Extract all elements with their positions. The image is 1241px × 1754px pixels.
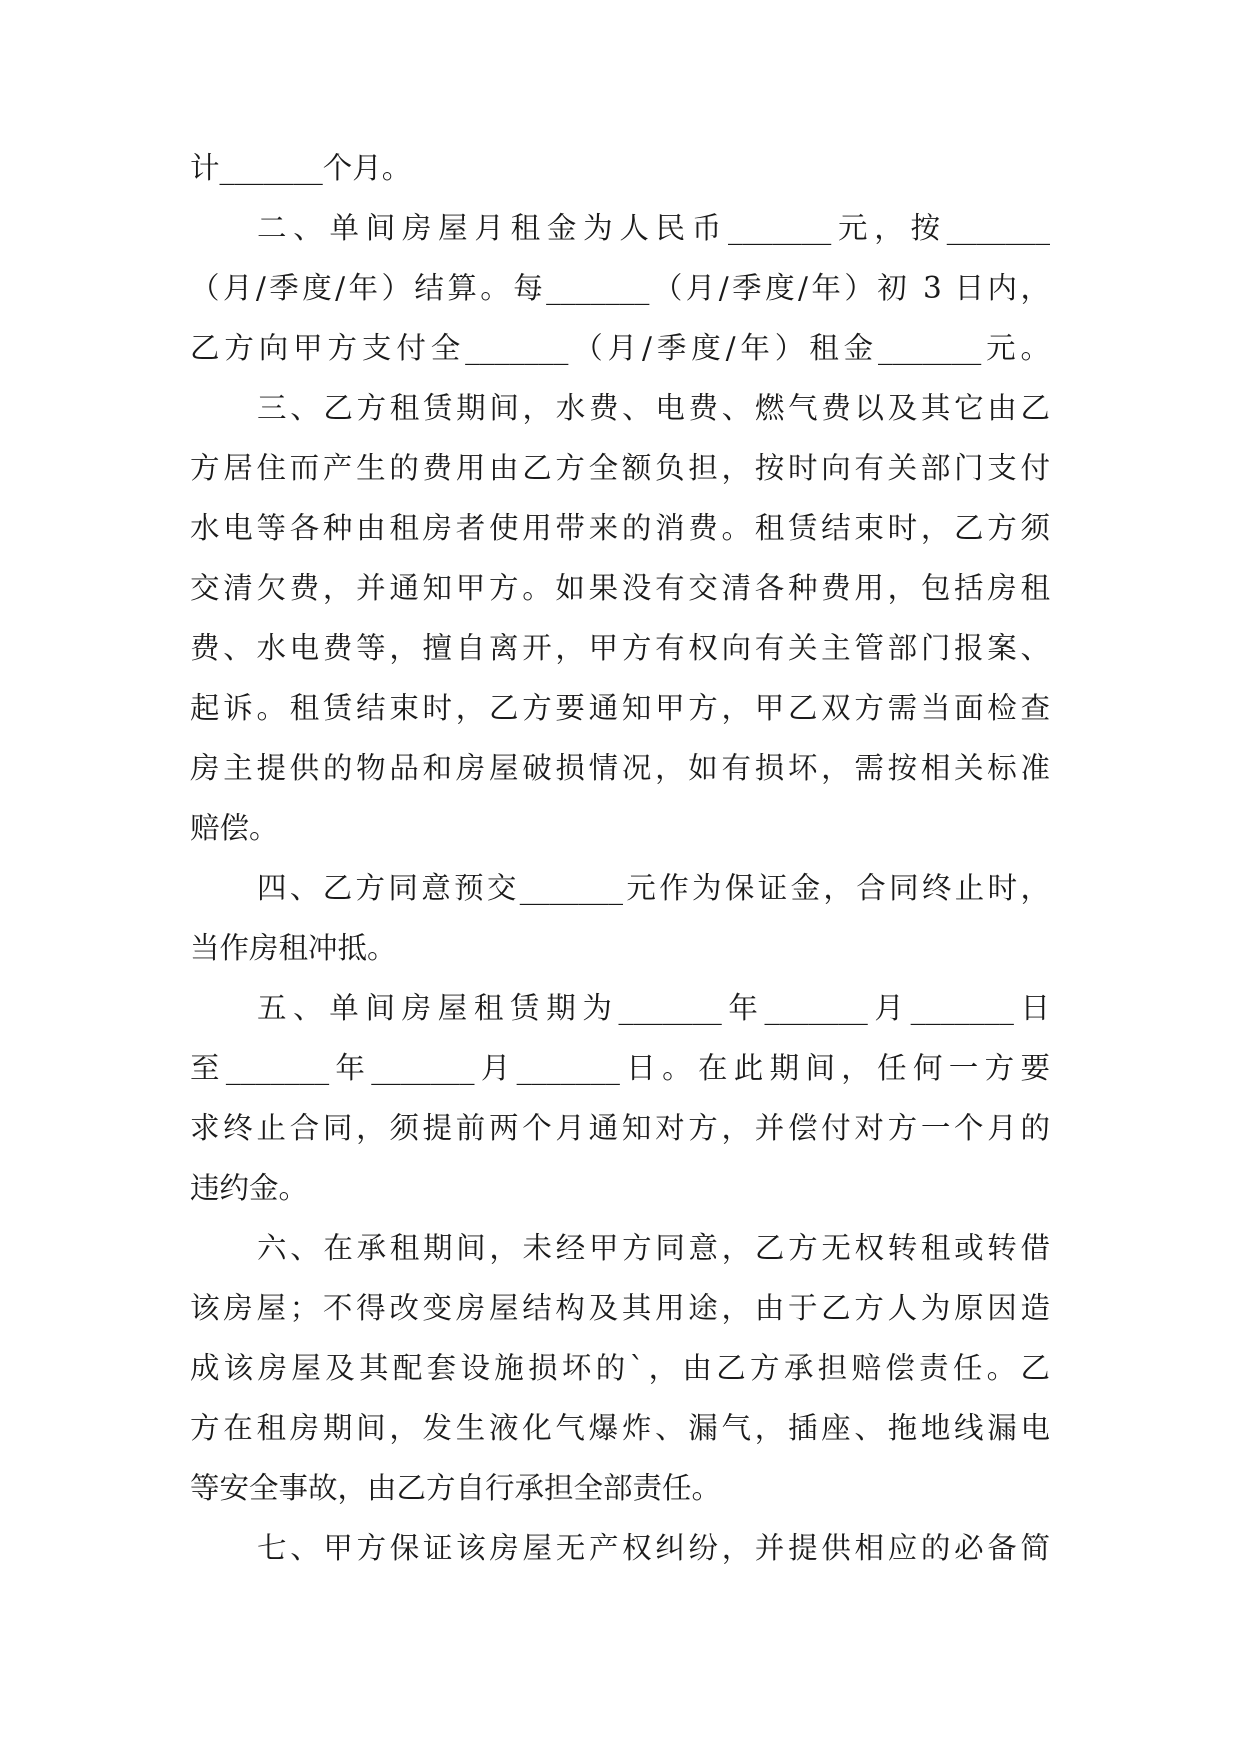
text-line: 当作房租冲抵。: [190, 931, 397, 965]
text-line: 起诉。租赁结束时，乙方要通知甲方，甲乙双方需当面检查: [190, 691, 1050, 725]
text-line: 违约金。: [190, 1171, 309, 1205]
text-line: 方居住而产生的费用由乙方全额负担，按时向有关部门支付: [190, 451, 1050, 485]
text-line: 二、单间房屋月租金为人民币_______元，按_______: [257, 211, 1050, 245]
text-line: 费、水电费等，擅自离开，甲方有权向有关主管部门报案、: [190, 631, 1050, 665]
text-line: 四、乙方同意预交_______元作为保证金，合同终止时，: [257, 871, 1050, 905]
text-line: 等安全事故，由乙方自行承担全部责任。: [190, 1471, 722, 1505]
text-line: 成该房屋及其配套设施损坏的`，由乙方承担赔偿责任。乙: [190, 1351, 1050, 1385]
text-line: 六、在承租期间，未经甲方同意，乙方无权转租或转借: [257, 1231, 1050, 1265]
text-line: 求终止合同，须提前两个月通知对方，并偿付对方一个月的: [190, 1111, 1050, 1145]
text-line: 该房屋；不得改变房屋结构及其用途，由于乙方人为原因造: [190, 1291, 1050, 1325]
text-line: 方在租房期间，发生液化气爆炸、漏气，插座、拖地线漏电: [190, 1411, 1050, 1445]
text-line: 乙方向甲方支付全_______（月/季度/年）租金_______元。: [190, 331, 1050, 365]
text-line: （月/季度/年）结算。每_______（月/季度/年）初 3 日内，: [190, 271, 1050, 305]
text-line: 房主提供的物品和房屋破损情况，如有损坏，需按相关标准: [190, 751, 1050, 785]
text-line: 交清欠费，并通知甲方。如果没有交清各种费用，包括房租: [190, 571, 1050, 605]
text-line: 三、乙方租赁期间，水费、电费、燃气费以及其它由乙: [257, 391, 1050, 425]
text-line: 水电等各种由租房者使用带来的消费。租赁结束时，乙方须: [190, 511, 1050, 545]
text-line: 五、单间房屋租赁期为_______年_______月_______日: [257, 991, 1050, 1025]
text-line: 至_______年_______月_______日。在此期间，任何一方要: [190, 1051, 1050, 1085]
text-line: 赔偿。: [190, 811, 279, 845]
text-line: 计_______个月。: [190, 151, 412, 185]
text-line: 七、甲方保证该房屋无产权纠纷，并提供相应的必备简: [257, 1531, 1050, 1565]
